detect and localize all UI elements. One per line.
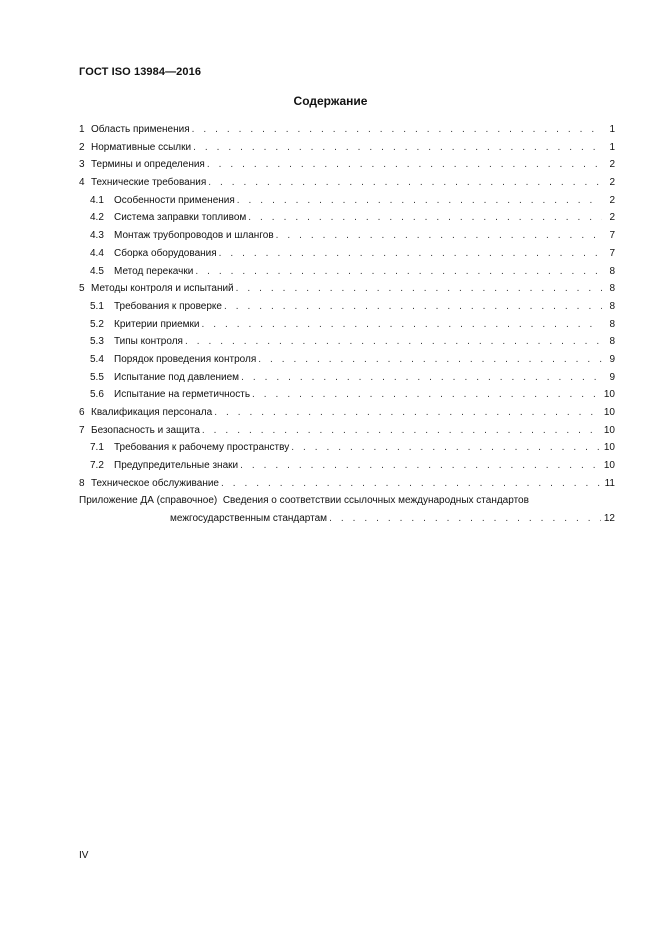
toc-page-number: 8 xyxy=(609,265,615,277)
toc-entry-number: 2 xyxy=(79,141,85,153)
toc-page-number: 10 xyxy=(603,424,615,436)
toc-entry-title: Типы контроля xyxy=(114,336,183,348)
toc-entry-title: Методы контроля и испытаний xyxy=(91,283,234,295)
toc-entry[interactable] xyxy=(79,457,615,475)
toc-entry[interactable] xyxy=(79,404,615,422)
toc-page-number: 10 xyxy=(603,389,615,401)
toc-entry-title: Монтаж трубопроводов и шлангов xyxy=(114,230,274,242)
toc-entry-title: Техническое обслуживание xyxy=(91,477,219,489)
toc-leader-dots xyxy=(241,369,602,387)
toc-entry[interactable] xyxy=(79,263,615,281)
toc-entry-number: 4.2 xyxy=(90,212,104,224)
toc-entry[interactable] xyxy=(79,192,615,210)
toc-entry[interactable] xyxy=(79,121,615,139)
toc-leader-dots xyxy=(193,139,602,157)
toc-entry-number: 5.5 xyxy=(90,371,104,383)
toc-entry-label xyxy=(90,192,235,210)
toc-leader-dots xyxy=(208,174,602,192)
toc-entry[interactable] xyxy=(79,245,615,263)
toc-entry[interactable] xyxy=(79,386,615,404)
toc-entry-title: Порядок проведения контроля xyxy=(114,353,257,365)
toc-entry-title: Безопасность и защита xyxy=(91,424,200,436)
toc-leader-dots xyxy=(237,192,602,210)
toc-entry-label xyxy=(79,422,200,440)
toc-entry-title: Требования к рабочему пространству xyxy=(114,442,290,454)
toc-entry-number: 1 xyxy=(79,124,85,135)
toc-entry-label xyxy=(90,439,289,457)
toc-entry[interactable] xyxy=(79,333,615,351)
toc-entry-number: 4.1 xyxy=(90,194,104,206)
toc-page-number: 2 xyxy=(609,177,615,189)
toc-leader-dots xyxy=(248,209,602,227)
toc-entry-number: 5.6 xyxy=(90,389,104,401)
toc-annex-entry[interactable] xyxy=(79,492,615,527)
toc-leader-dots xyxy=(236,280,602,298)
toc-entry-label xyxy=(90,209,246,227)
toc-leader-dots xyxy=(240,457,601,475)
toc-entry-label xyxy=(90,457,238,475)
toc-page-number: 7 xyxy=(609,230,615,242)
toc-entry-number: 5.2 xyxy=(90,318,104,330)
toc-leader-dots xyxy=(221,475,602,493)
toc-entry-label xyxy=(90,316,199,334)
toc-entry-label xyxy=(79,139,191,157)
toc-entry-label xyxy=(90,386,250,404)
toc-entry-number: 6 xyxy=(79,407,85,418)
toc-entry-label xyxy=(90,351,256,369)
toc-annex-title-line2: межгосударственным стандартам xyxy=(170,513,328,525)
toc-entry-number: 8 xyxy=(79,477,85,489)
toc-leader-dots xyxy=(291,439,601,457)
toc-entry-label xyxy=(79,404,212,422)
toc-page-number: 10 xyxy=(603,407,615,418)
toc-leader-dots xyxy=(329,510,601,528)
toc-entry-number: 4.3 xyxy=(90,230,104,242)
toc-page-number: 8 xyxy=(609,336,615,348)
toc-entry-number: 4.5 xyxy=(90,265,104,277)
table-of-contents xyxy=(79,121,615,528)
toc-page-number: 2 xyxy=(609,159,615,171)
toc-page-number: 2 xyxy=(609,194,615,206)
toc-entry[interactable] xyxy=(79,139,615,157)
toc-entry-number: 5.3 xyxy=(90,336,104,348)
toc-entry-title: Предупредительные знаки xyxy=(114,460,239,472)
toc-entry-title: Критерии приемки xyxy=(114,318,200,330)
page-number: IV xyxy=(79,850,89,861)
toc-entries xyxy=(79,121,615,492)
toc-entry-label xyxy=(90,333,183,351)
toc-entry-number: 4.4 xyxy=(90,247,104,259)
toc-entry-number: 7 xyxy=(79,424,85,436)
toc-page-number: 7 xyxy=(609,247,615,259)
toc-leader-dots xyxy=(202,422,601,440)
toc-entry-label xyxy=(79,121,190,139)
toc-entry-label xyxy=(90,298,222,316)
toc-entry-number: 5.1 xyxy=(90,300,104,312)
toc-entry-number: 7.2 xyxy=(90,460,104,472)
toc-page-number: 12 xyxy=(603,513,615,525)
document-header: ГОСТ ISO 13984—2016 xyxy=(79,66,202,78)
toc-entry-label xyxy=(79,280,234,298)
toc-entry-title: Испытание на герметичность xyxy=(114,389,251,401)
toc-entry-title: Технические требования xyxy=(91,177,207,189)
toc-entry[interactable] xyxy=(79,316,615,334)
toc-page-number: 9 xyxy=(609,353,615,365)
toc-entry-title: Область применения xyxy=(91,124,190,135)
toc-entry-label xyxy=(90,227,274,245)
toc-page-number: 10 xyxy=(603,460,615,472)
toc-entry[interactable] xyxy=(79,298,615,316)
toc-entry-title: Система заправки топливом xyxy=(114,212,247,224)
toc-entry-label xyxy=(90,245,217,263)
toc-entry[interactable] xyxy=(79,227,615,245)
toc-entry-title: Квалификация персонала xyxy=(91,407,213,418)
toc-entry-title: Метод перекачки xyxy=(114,265,194,277)
toc-entry-title: Испытание под давлением xyxy=(114,371,240,383)
toc-entry[interactable] xyxy=(79,351,615,369)
toc-title: Содержание xyxy=(293,94,368,108)
toc-leader-dots xyxy=(201,316,602,334)
toc-leader-dots xyxy=(207,156,602,174)
toc-leader-dots xyxy=(219,245,602,263)
toc-entry[interactable] xyxy=(79,439,615,457)
toc-entry[interactable] xyxy=(79,280,615,298)
toc-leader-dots xyxy=(192,121,602,139)
toc-leader-dots xyxy=(276,227,602,245)
toc-entry-number: 3 xyxy=(79,159,85,171)
toc-entry-number: 4 xyxy=(79,177,85,189)
toc-annex-title-line1: Сведения о соответствии ссылочных международных стандартов xyxy=(222,495,529,507)
toc-entry-label xyxy=(90,263,193,281)
toc-entry[interactable] xyxy=(79,475,615,493)
toc-leader-dots xyxy=(258,351,602,369)
toc-entry-title: Сборка оборудования xyxy=(114,247,217,259)
toc-leader-dots xyxy=(185,333,602,351)
toc-entry-title: Термины и определения xyxy=(91,159,205,171)
toc-leader-dots xyxy=(214,404,601,422)
toc-page-number: 8 xyxy=(609,318,615,330)
toc-entry-label xyxy=(79,475,219,493)
toc-entry-title: Нормативные ссылки xyxy=(91,141,192,153)
toc-page-number: 11 xyxy=(604,477,615,489)
toc-annex-line2 xyxy=(79,510,615,528)
toc-entry-number: 7.1 xyxy=(90,442,104,454)
toc-page-number: 8 xyxy=(609,283,615,295)
toc-entry[interactable] xyxy=(79,174,615,192)
toc-page-number: 1 xyxy=(609,141,615,153)
toc-entry[interactable] xyxy=(79,156,615,174)
toc-page-number: 9 xyxy=(609,371,615,383)
toc-entry[interactable] xyxy=(79,209,615,227)
toc-entry[interactable] xyxy=(79,369,615,387)
toc-leader-dots xyxy=(224,298,602,316)
toc-entry-title: Особенности применения xyxy=(114,194,235,206)
toc-entry-label xyxy=(79,174,206,192)
toc-page-number: 8 xyxy=(609,300,615,312)
toc-entry-title: Требования к проверке xyxy=(114,300,222,312)
toc-page-number: 2 xyxy=(609,212,615,224)
toc-leader-dots xyxy=(195,263,602,281)
toc-entry-label xyxy=(90,369,239,387)
toc-entry-number: 5.4 xyxy=(90,353,104,365)
toc-annex-prefix: Приложение ДА (справочное) xyxy=(79,495,218,507)
toc-leader-dots xyxy=(252,386,601,404)
toc-entry[interactable] xyxy=(79,422,615,440)
toc-page-number: 1 xyxy=(609,124,615,135)
toc-entry-label xyxy=(79,156,205,174)
toc-entry-number: 5 xyxy=(79,283,85,295)
toc-page-number: 10 xyxy=(603,442,615,454)
toc-annex-line1 xyxy=(79,492,615,510)
